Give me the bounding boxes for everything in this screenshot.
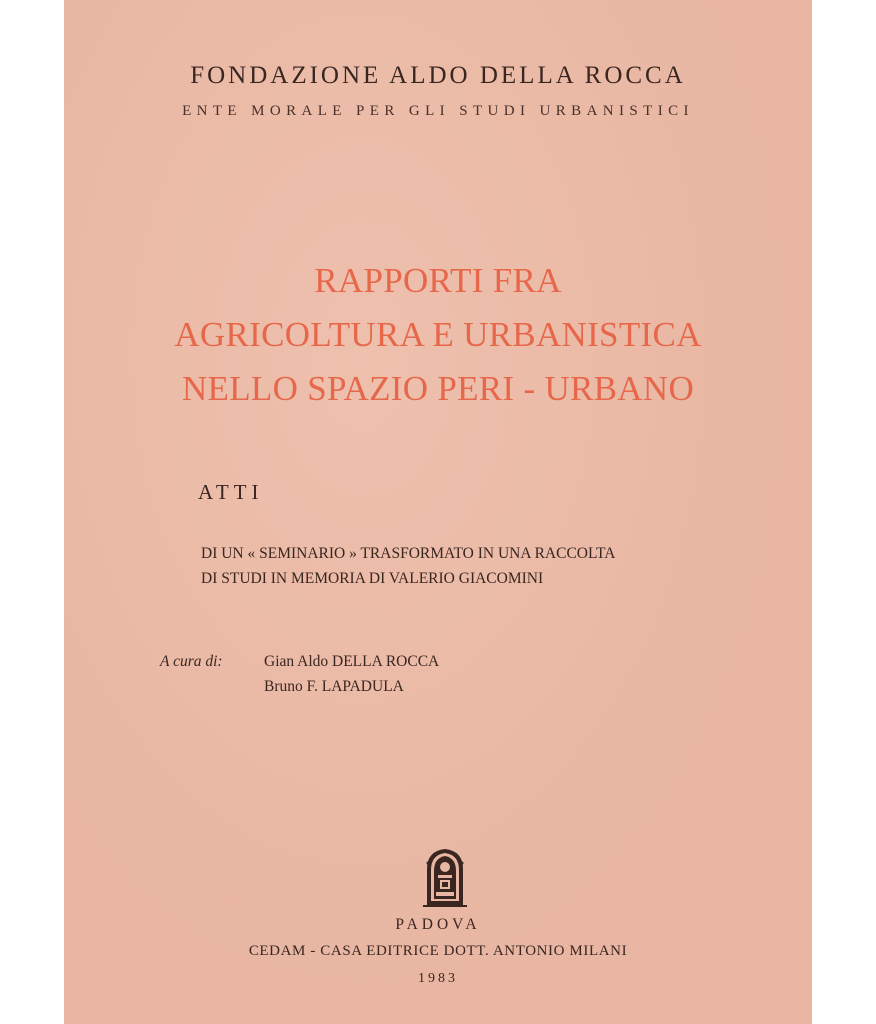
editors-names — [264, 649, 439, 699]
atti-heading: ATTI — [198, 480, 264, 504]
description-line: DI UN « SEMINARIO » TRASFORMATO IN UNA RACCOLTA — [201, 545, 616, 562]
book-cover — [64, 0, 812, 1024]
publisher-name: CEDAM - CASA EDITRICE DOTT. ANTONIO MILANI — [248, 943, 628, 959]
description-line: DI STUDI IN MEMORIA DI VALERIO GIACOMINI — [201, 570, 544, 587]
publisher-emblem-icon — [421, 845, 469, 907]
title-line: RAPPORTI FRA — [314, 261, 562, 300]
title-line: AGRICOLTURA E URBANISTICA — [174, 315, 702, 354]
editors-label: A cura di: — [160, 653, 223, 670]
publisher-city: PADOVA — [395, 916, 481, 933]
foundation-name: FONDAZIONE ALDO DELLA ROCCA — [190, 62, 686, 89]
foundation-subtitle: ENTE MORALE PER GLI STUDI URBANISTICI — [182, 103, 694, 119]
editor-name: Bruno F. LAPADULA — [264, 678, 404, 695]
editor-name: Gian Aldo DELLA ROCCA — [264, 653, 440, 670]
book-title — [64, 254, 812, 416]
title-line: NELLO SPAZIO PERI - URBANO — [181, 369, 695, 408]
publication-year: 1983 — [418, 971, 458, 986]
atti-description — [201, 541, 615, 591]
